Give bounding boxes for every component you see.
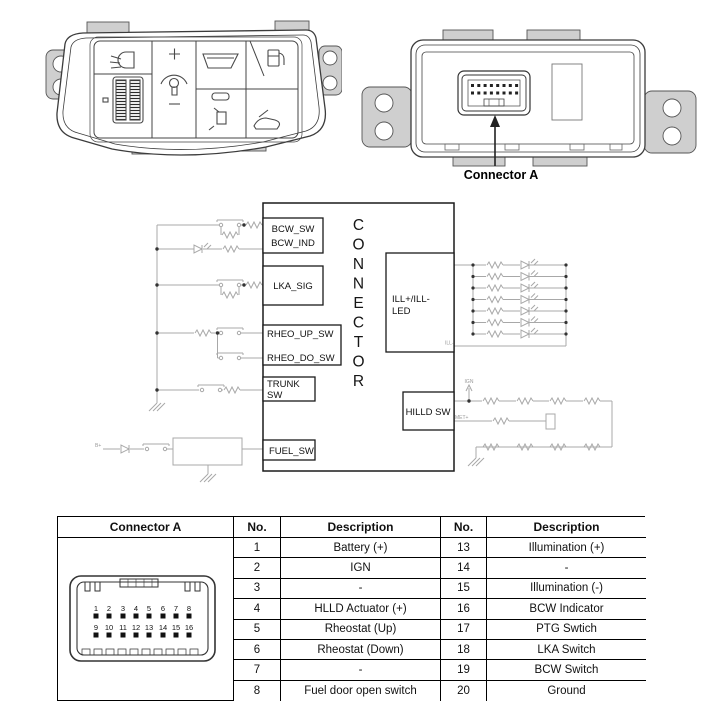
svg-text:2: 2: [106, 604, 112, 614]
fuel-diode-symbol: [121, 445, 129, 453]
connector-a-socket: [458, 71, 530, 115]
pin-desc-cell: Rheostat (Up): [281, 620, 441, 640]
svg-text:4: 4: [133, 604, 139, 614]
ground-symbol: [200, 474, 216, 482]
bcw-indicator-led-symbol: [194, 243, 211, 253]
pin-desc-cell: LKA Switch: [487, 640, 646, 660]
ground-symbol: [149, 403, 165, 411]
ground-symbol: [468, 458, 484, 466]
pin-no-cell: 3: [234, 579, 281, 599]
pin-no-cell: 16: [441, 599, 487, 619]
rheostat-down-switch-symbol: [217, 353, 243, 360]
pin-desc-cell: Ground: [487, 681, 646, 701]
pin-desc-cell: -: [281, 660, 441, 680]
table-header-connector: Connector A: [58, 517, 234, 538]
pin-no-cell: 4: [234, 599, 281, 619]
table-header-desc-right: Description: [487, 517, 646, 538]
table-header-desc-left: Description: [281, 517, 441, 538]
svg-text:7: 7: [173, 604, 179, 614]
svg-text:1: 1: [93, 604, 99, 614]
pin-no-cell: 7: [234, 660, 281, 680]
bcw-switch-symbol: [217, 220, 243, 238]
pin-no-cell: 17: [441, 620, 487, 640]
hilld-sw-label: HILLD SW: [405, 407, 451, 418]
mount-hole: [323, 51, 337, 65]
switch-panel-rear-drawing: [355, 14, 701, 170]
lka-switch-symbol: [217, 280, 243, 298]
svg-text:12: 12: [131, 623, 141, 633]
pin-desc-cell: BCW Indicator: [487, 599, 646, 619]
pin-desc-cell: -: [281, 579, 441, 599]
pin-desc-cell: Illumination (+): [487, 538, 646, 558]
svg-text:13: 13: [144, 623, 154, 633]
pinout-table: [57, 516, 645, 701]
connector-a-pin-diagram: [58, 538, 233, 701]
svg-text:11: 11: [119, 623, 127, 633]
pin-no-cell: 20: [441, 681, 487, 701]
svg-text:9: 9: [93, 623, 99, 633]
switch-panel-front-drawing: [26, 16, 342, 166]
ill-minus-label: ILL-: [445, 340, 454, 347]
pin-no-cell: 18: [441, 640, 487, 660]
connector-a-pin-diagram-cell: [58, 538, 234, 701]
pin-desc-cell: BCW Switch: [487, 660, 646, 680]
svg-text:10: 10: [104, 623, 114, 633]
pin-desc-cell: -: [487, 558, 646, 578]
svg-text:3: 3: [120, 604, 126, 614]
lka-sig-label: LKA_SIG: [273, 281, 313, 292]
svg-text:16: 16: [184, 623, 194, 633]
trunk-label-1: TRUNK: [267, 379, 300, 390]
pin-no-cell: 19: [441, 660, 487, 680]
pin-desc-cell: IGN: [281, 558, 441, 578]
pin-no-cell: 6: [234, 640, 281, 660]
svg-text:14: 14: [158, 623, 168, 633]
pin-no-cell: 5: [234, 620, 281, 640]
fuel-sw-label: FUEL_SW: [269, 446, 314, 457]
pin-desc-cell: PTG Swtich: [487, 620, 646, 640]
pin-no-cell: 15: [441, 579, 487, 599]
trunk-label-2: SW: [267, 390, 283, 401]
trunk-switch-symbol: [198, 385, 224, 392]
fuel-module-box: [173, 438, 242, 465]
connector-a-caption: Connector A: [463, 168, 539, 182]
ign-label: IGN: [464, 379, 474, 385]
connector-title: CONNECTOR: [350, 217, 367, 393]
mount-hole: [375, 122, 393, 140]
mount-hole: [375, 94, 393, 112]
mount-hole: [663, 99, 681, 117]
pin-no-cell: 13: [441, 538, 487, 558]
svg-text:5: 5: [146, 604, 152, 614]
rheostat-up-switch-symbol: [217, 328, 243, 335]
bcw-ind-label: BCW_IND: [271, 238, 315, 249]
hlld-actuator-symbol: [546, 414, 555, 429]
mount-hole: [323, 76, 337, 90]
pin-desc-cell: Battery (+): [281, 538, 441, 558]
pin-desc-cell: Rheostat (Down): [281, 640, 441, 660]
ill-led-label-1: ILL+/ILL-: [392, 294, 430, 305]
svg-text:6: 6: [160, 604, 166, 614]
svg-text:15: 15: [171, 623, 181, 633]
pin-desc-cell: HLLD Actuator (+): [281, 599, 441, 619]
fuel-switch-symbol: [143, 444, 169, 451]
pin-no-cell: 8: [234, 681, 281, 701]
table-header-no-left: No.: [234, 517, 281, 538]
pin-no-cell: 2: [234, 558, 281, 578]
rheo-up-label: RHEO_UP_SW: [267, 329, 334, 340]
met-plus-label: MET+: [455, 415, 469, 421]
table-header-no-right: No.: [441, 517, 487, 538]
rheo-do-label: RHEO_DO_SW: [267, 353, 335, 364]
pin-desc-cell: Illumination (-): [487, 579, 646, 599]
ill-led-label-2: LED: [392, 306, 411, 317]
pin-no-cell: 1: [234, 538, 281, 558]
svg-text:8: 8: [186, 604, 192, 614]
pin-desc-cell: Fuel door open switch: [281, 681, 441, 701]
bcw-sw-label: BCW_SW: [271, 224, 315, 235]
b-plus-label: B+: [95, 443, 102, 449]
mount-hole: [663, 127, 681, 145]
pin-no-cell: 14: [441, 558, 487, 578]
circuit-diagram: [55, 195, 701, 495]
